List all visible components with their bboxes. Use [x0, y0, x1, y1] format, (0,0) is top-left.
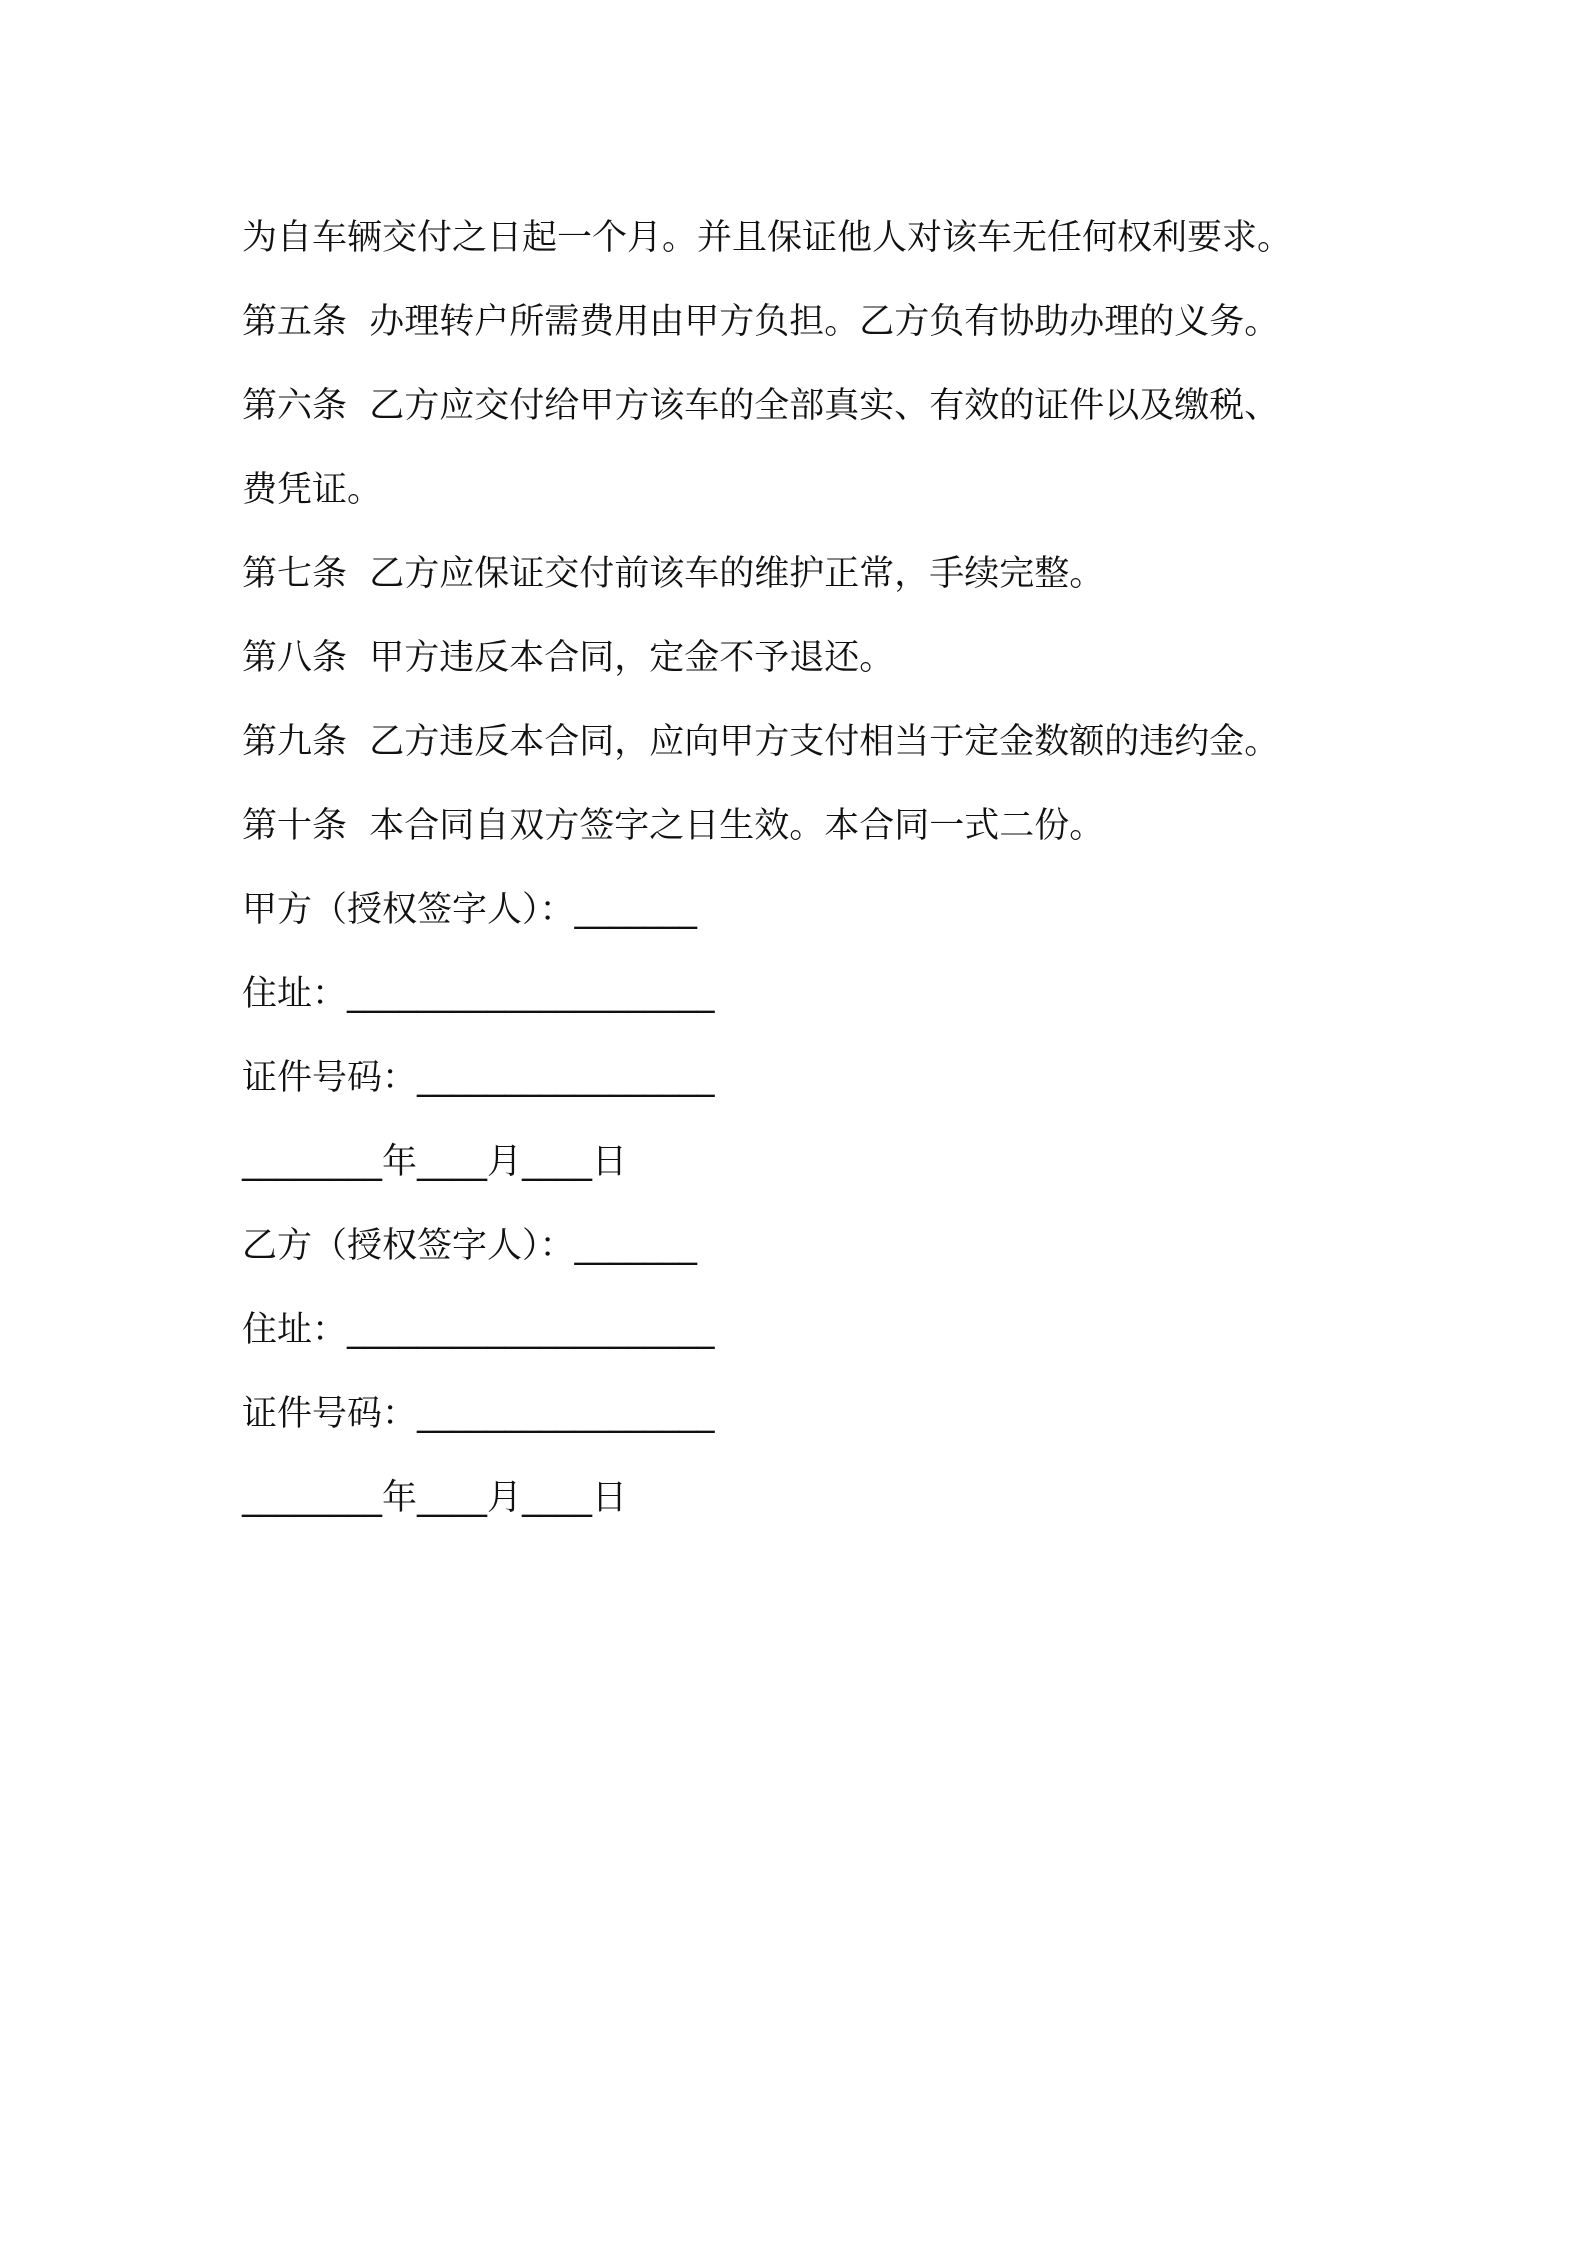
party-a-signatory-field: 甲方（授权签字人）：_______	[242, 890, 698, 930]
party-b-signature-block	[242, 1204, 1372, 1540]
party-a-id-number-field: 证件号码：_________________	[242, 1058, 715, 1098]
clause-9: 第九条 乙方违反本合同，应向甲方支付相当于定金数额的违约金。	[242, 722, 1280, 762]
party-b-date-field: ________年____月____日	[242, 1478, 628, 1518]
clause-8: 第八条 甲方违反本合同，定金不予退还。	[242, 638, 895, 678]
party-b-address-field: 住址：_____________________	[242, 1310, 715, 1350]
clause-6: 第六条 乙方应交付给甲方该车的全部真实、有效的证件以及缴税、	[242, 386, 1280, 426]
clause-4-continued: 为自车辆交付之日起一个月。并且保证他人对该车无任何权利要求。	[242, 218, 1293, 258]
party-a-signature-block	[242, 868, 1372, 1204]
party-b-id-number-field: 证件号码：_________________	[242, 1394, 715, 1434]
party-a-address-field: 住址：_____________________	[242, 974, 715, 1014]
clause-5: 第五条 办理转户所需费用由甲方负担。乙方负有协助办理的义务。	[242, 302, 1280, 342]
party-b-signatory-field: 乙方（授权签字人）：_______	[242, 1226, 698, 1266]
clause-7: 第七条 乙方应保证交付前该车的维护正常，手续完整。	[242, 554, 1105, 594]
party-a-date-field: ________年____月____日	[242, 1142, 628, 1182]
clause-10: 第十条 本合同自双方签字之日生效。本合同一式二份。	[242, 806, 1105, 846]
clause-6-continued: 费凭证。	[242, 470, 383, 510]
contract-body	[242, 196, 1372, 1540]
